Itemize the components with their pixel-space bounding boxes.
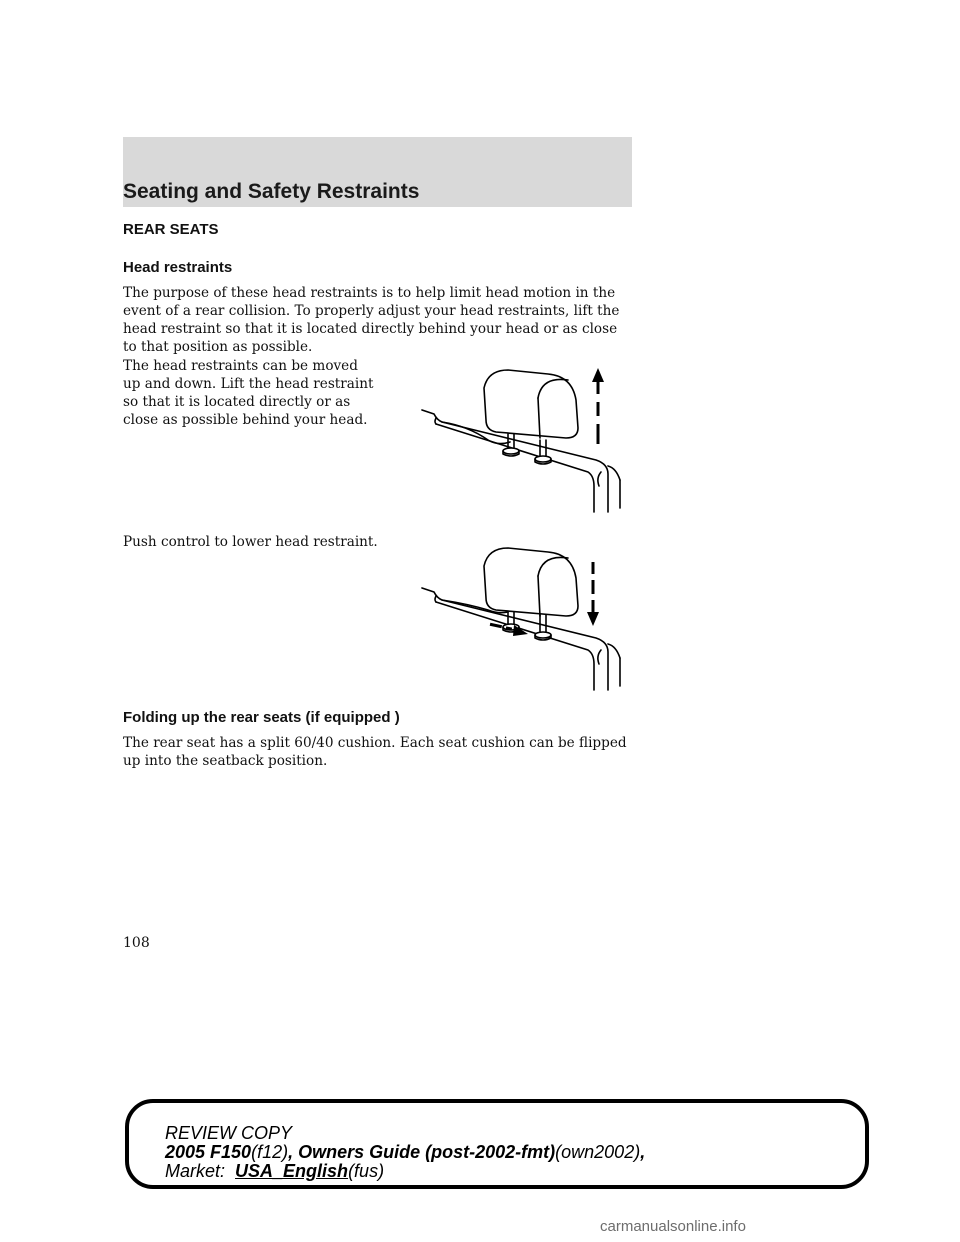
model-name: 2005 F150	[165, 1142, 252, 1162]
market-label: Market:	[165, 1161, 226, 1181]
head-restraints-heading: Head restraints	[123, 259, 233, 276]
document-identification-line	[165, 1143, 645, 1162]
lower-head-restraint-illustration	[418, 540, 630, 692]
trailing-comma: ,	[640, 1142, 646, 1162]
review-copy-footer-text	[165, 1124, 645, 1181]
text-line: so that it is located directly or as	[123, 394, 351, 410]
model-code: (f12)	[251, 1142, 289, 1162]
text-line: up into the seatback position.	[123, 753, 328, 769]
section-title: Seating and Safety Restraints	[123, 180, 420, 203]
page-number: 108	[123, 935, 150, 951]
text-line: The purpose of these head restraints is to help limit head motion in the	[123, 285, 616, 301]
site-watermark: carmanualsonline.info	[600, 1218, 746, 1235]
guide-name: , Owners Guide (post-2002-fmt)	[288, 1142, 556, 1162]
market-line	[165, 1162, 645, 1181]
raise-head-restraint-illustration	[418, 362, 630, 514]
text-line: to that position as possible.	[123, 339, 313, 355]
text-line: event of a rear collision. To properly adjust your head restraints, lift the	[123, 303, 620, 319]
review-copy-label: REVIEW COPY	[165, 1123, 293, 1143]
head-restraints-intro-paragraph	[123, 284, 619, 356]
text-line: head restraint so that it is located directly behind your head or as close	[123, 321, 618, 337]
head-restraints-move-paragraph	[123, 357, 373, 429]
text-line: up and down. Lift the head restraint	[123, 376, 374, 392]
guide-code: (own2002)	[555, 1142, 641, 1162]
text-line: The rear seat has a split 60/40 cushion. Each seat cushion can be flipped	[123, 735, 627, 751]
market-code: (fus)	[348, 1161, 385, 1181]
market-name: USA_English	[235, 1161, 349, 1181]
folding-rear-seats-paragraph	[123, 734, 627, 770]
text-line: The head restraints can be moved	[123, 358, 358, 374]
lower-head-restraint-instruction: Push control to lower head restraint.	[123, 534, 378, 550]
rear-seats-heading: REAR SEATS	[123, 221, 219, 238]
text-line: close as possible behind your head.	[123, 412, 368, 428]
folding-rear-seats-heading: Folding up the rear seats (if equipped )	[123, 709, 400, 726]
